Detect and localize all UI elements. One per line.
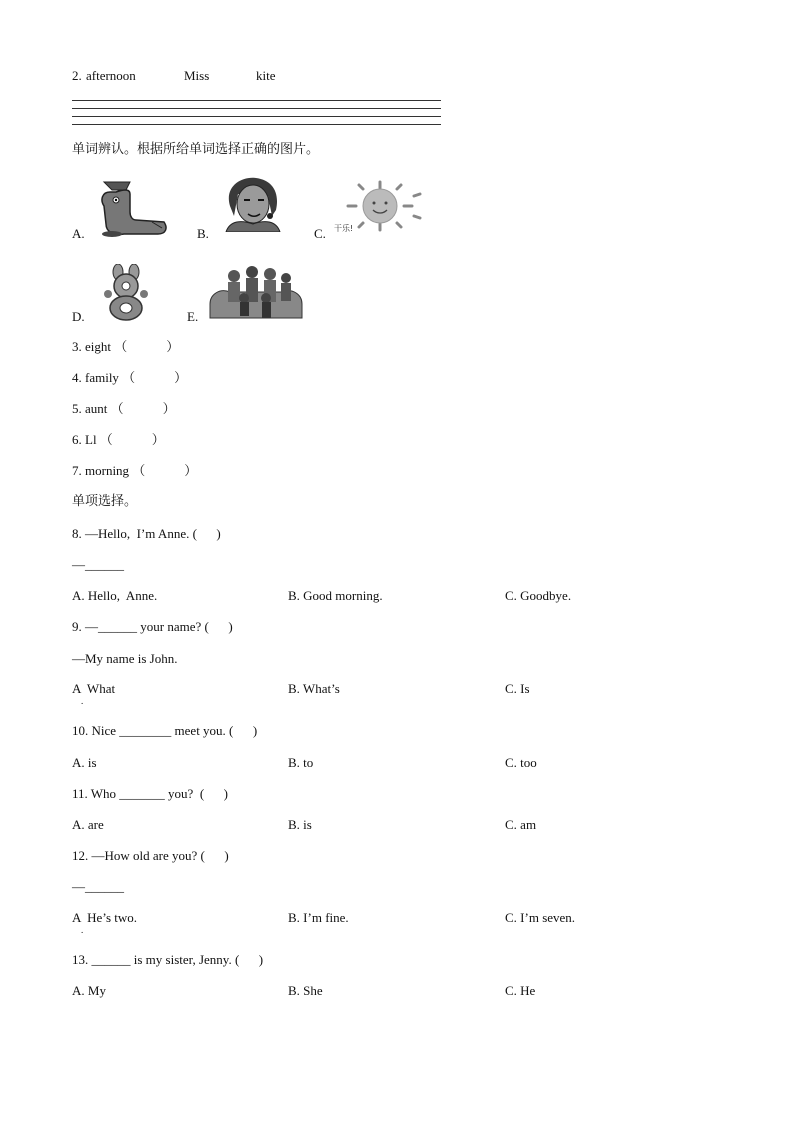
option-12-a: A He’s two. — [72, 910, 137, 925]
q2-word-3: kite — [256, 68, 276, 83]
option-11-b: B. is — [288, 817, 312, 832]
option-dot: . — [81, 925, 84, 935]
option-8-c: C. Goodbye. — [505, 588, 572, 603]
option-8-a: A. Hello, Anne. — [72, 588, 158, 603]
smiling-sun-picture — [334, 180, 424, 238]
sun-caption: 干乐! — [334, 224, 354, 233]
q2-number: 2. — [72, 68, 82, 83]
choice-question-12-reply: —______ — [72, 879, 124, 894]
picture-letter-c: C. — [314, 226, 326, 241]
option-9-b: B. What’s — [288, 681, 340, 696]
choice-question-9-reply: —My name is John. — [72, 651, 178, 666]
option-10-b: B. to — [288, 755, 314, 770]
choice-question-8-reply: —______ — [72, 557, 124, 572]
letter-l-cartoon-picture — [92, 178, 170, 240]
word-question-7: 7. morning （ ） — [72, 463, 198, 478]
word-question-6: 6. Ll （ ） — [72, 432, 165, 447]
option-10-a: A. is — [72, 755, 97, 770]
choice-question-12-stem: 12. —How old are you? ( ) — [72, 848, 229, 863]
family-group-picture — [206, 264, 306, 324]
section-heading-word-id: 单词辨认。根据所给单词选择正确的图片。 — [72, 142, 320, 157]
word-question-3: 3. eight （ ） — [72, 339, 180, 354]
choice-question-9-stem: 9. —______ your name? ( ) — [72, 619, 233, 634]
option-13-b: B. She — [288, 983, 323, 998]
option-12-b: B. I’m fine. — [288, 910, 349, 925]
option-11-c: C. am — [505, 817, 537, 832]
option-12-c: C. I’m seven. — [505, 910, 576, 925]
picture-letter-b: B. — [197, 226, 209, 241]
writing-line — [72, 116, 441, 117]
writing-line — [72, 124, 441, 125]
option-13-a: A. My — [72, 983, 106, 998]
woman-portrait-picture — [220, 176, 286, 232]
option-11-a: A. are — [72, 817, 104, 832]
option-9-c: C. Is — [505, 681, 530, 696]
option-10-c: C. too — [505, 755, 537, 770]
picture-letter-a: A. — [72, 226, 85, 241]
choice-question-11-stem: 11. Who _______ you? ( ) — [72, 786, 228, 801]
option-13-c: C. He — [505, 983, 536, 998]
section-heading-choice: 单项选择。 — [72, 494, 138, 509]
writing-line — [72, 100, 441, 101]
choice-question-13-stem: 13. ______ is my sister, Jenny. ( ) — [72, 952, 264, 967]
choice-question-8-stem: 8. —Hello, I’m Anne. ( ) — [72, 526, 221, 541]
q2-word-1: afternoon — [86, 68, 136, 83]
word-question-5: 5. aunt （ ） — [72, 401, 176, 416]
picture-letter-d: D. — [72, 309, 85, 324]
writing-line — [72, 108, 441, 109]
q2-word-2: Miss — [184, 68, 210, 83]
word-question-4: 4. family （ ） — [72, 370, 188, 385]
option-dot: . — [81, 696, 84, 706]
picture-letter-e: E. — [187, 309, 199, 324]
choice-question-10-stem: 10. Nice ________ meet you. ( ) — [72, 723, 258, 738]
option-8-b: B. Good morning. — [288, 588, 383, 603]
option-9-a: A What — [72, 681, 116, 696]
number-eight-bunny-picture — [94, 264, 158, 322]
